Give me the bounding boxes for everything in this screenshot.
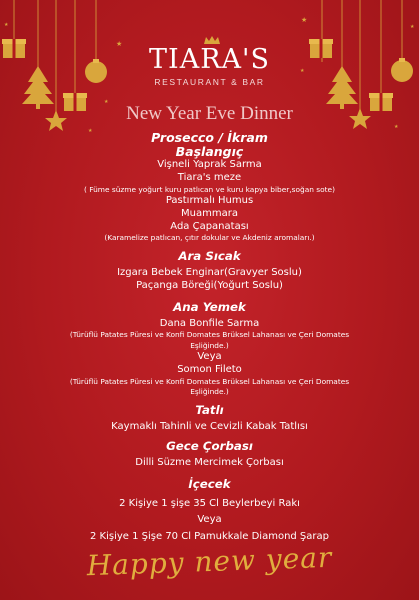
menu-item-note: (Türüflü Patates Püresi ve Konfi Domates Brüksel Lahanası ve Çeri Domates xyxy=(69,376,350,386)
menu-item: Ada Çapanatası xyxy=(170,220,249,232)
menu-item: Paçanga Böreği(Yoğurt Soslu) xyxy=(136,279,283,291)
brand-subtitle: RESTAURANT & BAR xyxy=(154,77,265,87)
star-icon: ★ xyxy=(88,128,93,134)
brand-name: TIARA'S xyxy=(149,44,270,75)
section-heading-ara-sicak: Ara Sıcak xyxy=(178,248,241,263)
menu xyxy=(10,131,409,544)
star-icon: ★ xyxy=(4,22,9,28)
menu-item: Dilli Süzme Mercimek Çorbası xyxy=(135,456,284,468)
star-icon: ★ xyxy=(301,16,308,24)
menu-item: 2 Kişiye 1 şişe 35 Cl Beylerbeyi Rakı xyxy=(119,497,300,509)
section-heading-gece-corbasi: Gece Çorbası xyxy=(166,438,253,453)
section-heading-ikram: Prosecco / İkram xyxy=(151,130,268,145)
section-heading-baslangic: Başlangıç xyxy=(175,144,244,159)
happy-new-year-text: Happy new year xyxy=(86,540,333,583)
menu-item: Dana Bonfile Sarma xyxy=(159,317,260,329)
menu-item: Muammara xyxy=(181,207,238,219)
menu-item: Somon Fileto xyxy=(177,364,242,376)
star-icon: ★ xyxy=(104,99,109,105)
menu-item-note: Eşliğinde.) xyxy=(190,387,229,397)
crown-icon xyxy=(204,36,220,44)
star-icon: ★ xyxy=(394,124,399,130)
menu-item: Tiara's meze xyxy=(177,171,242,183)
menu-item: Kaymaklı Tahinli ve Cevizli Kabak Tatlısı xyxy=(111,420,308,432)
menu-item: Izgara Bebek Enginar(Gravyer Soslu) xyxy=(117,266,302,278)
menu-item-note: (Türüflü Patates Püresi ve Konfi Domates Brüksel Lahanası ve Çeri Domates xyxy=(69,330,350,340)
event-title: New Year Eve Dinner xyxy=(126,103,293,124)
star-icon: ★ xyxy=(116,40,123,48)
section-heading-tatli: Tatlı xyxy=(195,402,224,417)
star-icon: ★ xyxy=(300,68,305,74)
menu-item-note: ( Füme süzme yoğurt kuru patlıcan ve kuru kapya biber,soğan sote) xyxy=(84,184,335,194)
menu-item: 2 Kişiye 1 Şişe 70 Cl Pamukkale Diamond Şarap xyxy=(90,531,329,543)
section-heading-ana-yemek: Ana Yemek xyxy=(173,299,246,314)
menu-or: Veya xyxy=(197,514,222,526)
menu-item-note: Eşliğinde.) xyxy=(190,340,229,350)
section-heading-icecek: İçecek xyxy=(188,476,231,491)
menu-item-note: (Karamelize patlıcan, çıtır dokular ve Akdeniz aromaları.) xyxy=(104,233,315,243)
menu-or: Veya xyxy=(197,351,222,363)
menu-item: Pastırmalı Humus xyxy=(165,195,254,207)
menu-item: Vişneli Yaprak Sarma xyxy=(157,159,262,170)
star-icon: ★ xyxy=(410,24,415,30)
